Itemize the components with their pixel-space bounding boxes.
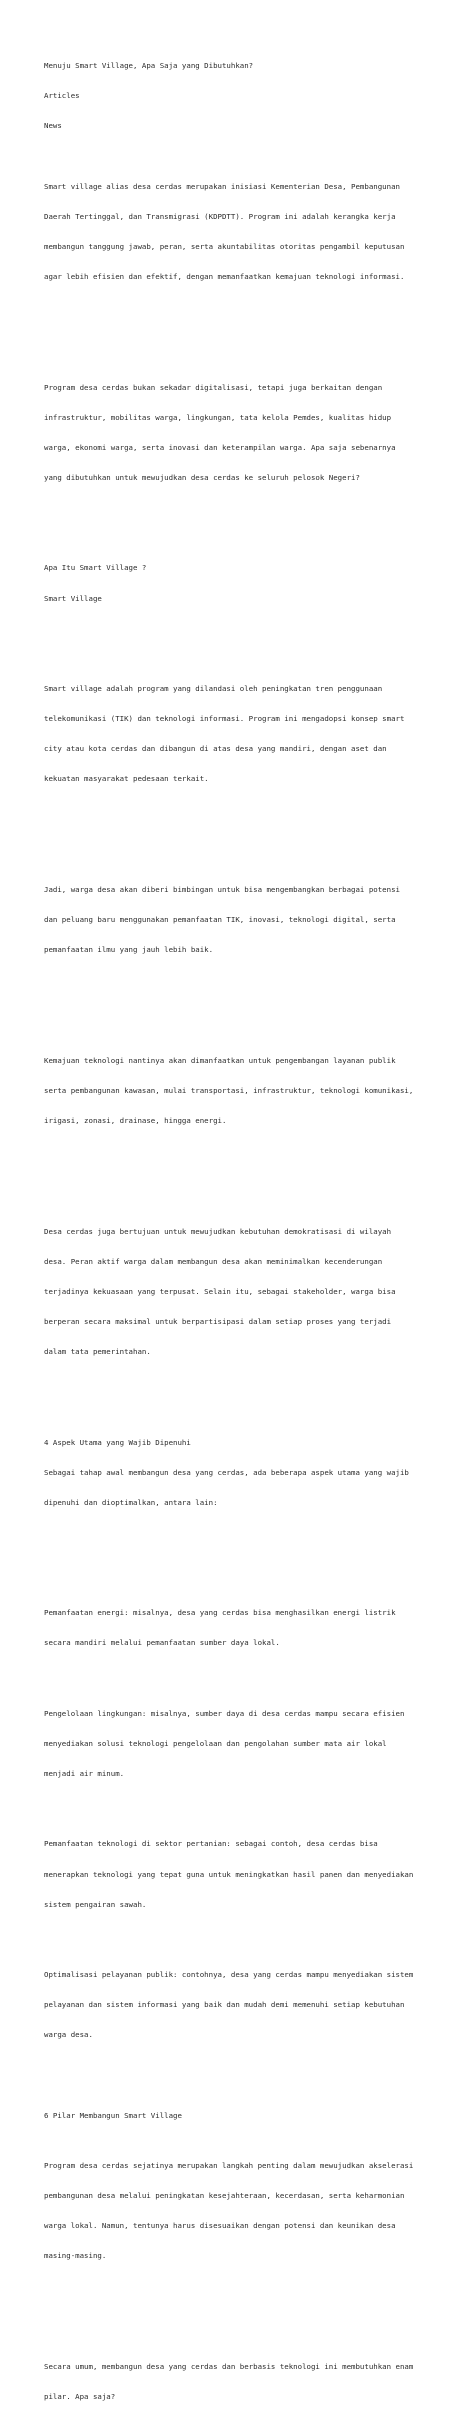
aspects-list xyxy=(44,1568,464,2080)
text-line: warga, ekonomi warga, serta inovasi dan keterampilan warga. Apa saja sebenarnya xyxy=(44,442,396,452)
text-line: pelayanan dan sistem informasi yang baik dan mudah demi memenuhi setiap kebutuhan xyxy=(44,2000,405,2010)
text-line: Smart village alias desa cerdas merupakan inisiasi Kementerian Desa, Pembangunan xyxy=(44,181,400,191)
text-line: Program desa cerdas sejatinya merupakan langkah penting dalam mewujudkan akselerasi xyxy=(44,2160,414,2170)
text-line: menerapkan teknologi yang tepat guna untuk meningkatkan hasil panen dan menyediakan xyxy=(44,1869,414,1879)
text-line: secara mandiri melalui pemanfaatan sumber daya lokal. xyxy=(44,1638,280,1648)
category-news: News xyxy=(44,121,62,131)
text-line: Optimalisasi pelayanan publik: contohnya, desa yang cerdas mampu menyediakan sistem xyxy=(44,1970,414,1979)
list-item xyxy=(44,1689,464,1800)
text-line: Secara umum, membangun desa yang cerdas dan berbasis teknologi ini membutuhkan enam xyxy=(44,2361,414,2371)
text-line: menjadi air minum. xyxy=(44,1769,125,1779)
text-line: membangun tanggung jawab, peran, serta akuntabilitas otoritas pengambil keputusan xyxy=(44,241,405,251)
paragraph-technology xyxy=(44,1036,464,1147)
section-subheading: Smart Village xyxy=(44,593,102,603)
category-articles: Articles xyxy=(44,91,80,101)
text-line: infrastruktur, mobilitas warga, lingkungan, tata kelola Pemdes, kualitas hidup xyxy=(44,412,392,422)
text-line: Kemajuan teknologi nantinya akan dimanfaatkan untuk pengembangan layanan publik xyxy=(44,1055,396,1065)
text-line: Sebagai tahap awal membangun desa yang cerdas, ada beberapa aspek utama yang wajib xyxy=(44,1467,409,1477)
text-line: Pemanfaatan energi: misalnya, desa yang cerdas bisa menghasilkan energi listrik xyxy=(44,1608,396,1618)
paragraph-pillars-question xyxy=(44,2342,464,2422)
article-title: Menuju Smart Village, Apa Saja yang Dibutuhkan? xyxy=(44,61,254,71)
text-line: desa. Peran aktif warga dalam membangun desa akan meminimalkan kecenderungan xyxy=(44,1256,383,1266)
list-item xyxy=(44,1819,464,1930)
text-line: irigasi, zonasi, drainase, hingga energi. xyxy=(44,1116,227,1126)
text-line: Desa cerdas juga bertujuan untuk mewujudkan kebutuhan demokratisasi di wilayah xyxy=(44,1226,392,1236)
paragraph-guidance xyxy=(44,865,464,976)
text-line: pembangunan desa melalui peningkatan kesejahteraan, kecerdasan, serta keharmonian xyxy=(44,2191,405,2201)
text-line: masing-masing. xyxy=(44,2251,107,2261)
paragraph-definition xyxy=(44,664,464,805)
text-line: pilar. Apa saja? xyxy=(44,2391,116,2401)
text-line: pemanfaatan ilmu yang jauh lebih baik. xyxy=(44,945,214,955)
text-line: Program desa cerdas bukan sekadar digitalisasi, tetapi juga berkaitan dengan xyxy=(44,382,383,392)
text-line: Smart village adalah program yang dilandasi oleh peningkatan tren penggunaan xyxy=(44,684,383,693)
text-line: dipenuhi dan dioptimalkan, antara lain: xyxy=(44,1497,218,1507)
text-line: Pemanfaatan teknologi di sektor pertanian: sebagai contoh, desa cerdas bisa xyxy=(44,1839,378,1849)
paragraph-digitalization xyxy=(44,363,464,504)
text-line: Daerah Tertinggal, dan Transmigrasi (KDPDTT). Program ini adalah kerangka kerja xyxy=(44,211,396,221)
text-line: dalam tata pemerintahan. xyxy=(44,1347,151,1357)
text-line: terjadinya kekuasaan yang terpusat. Selain itu, sebagai stakeholder, warga bisa xyxy=(44,1286,396,1296)
text-line: menyediakan solusi teknologi pengelolaan dan pengolahan sumber mata air lokal xyxy=(44,1738,387,1748)
list-item xyxy=(44,1950,464,2061)
text-line: warga lokal. Namun, tentunya harus disesuaikan dengan potensi dan keunikan desa xyxy=(44,2221,396,2231)
section-heading-pillars: 6 Pilar Membangun Smart Village xyxy=(44,2110,182,2120)
text-line: city atau kota cerdas dan dibangun di atas desa yang mandiri, dengan aset dan xyxy=(44,744,387,754)
list-item xyxy=(44,1588,464,1668)
text-line: berperan secara maksimal untuk berpartisipasi dalam setiap proses yang terjadi xyxy=(44,1316,392,1326)
paragraph-intro xyxy=(44,162,464,303)
paragraph-democratization xyxy=(44,1206,464,1377)
text-line: yang dibutuhkan untuk mewujudkan desa cerdas ke seluruh pelosok Negeri? xyxy=(44,473,360,483)
text-line: warga desa. xyxy=(44,2030,93,2040)
text-line: kekuatan masyarakat pedesaan terkait. xyxy=(44,774,209,784)
section-heading-what-is: Apa Itu Smart Village ? xyxy=(44,563,147,573)
text-line: sistem pengairan sawah. xyxy=(44,1899,147,1909)
text-line: Jadi, warga desa akan diberi bimbingan untuk bisa mengembangkan berbagai potensi xyxy=(44,884,400,894)
paragraph-acceleration xyxy=(44,2141,464,2282)
document-page xyxy=(44,41,464,2432)
text-line: Pengelolaan lingkungan: misalnya, sumber daya di desa cerdas mampu secara efisien xyxy=(44,1708,405,1718)
text-line: agar lebih efisien dan efektif, dengan memanfaatkan kemajuan teknologi informasi. xyxy=(44,272,405,282)
section-heading-aspects: 4 Aspek Utama yang Wajib Dipenuhi xyxy=(44,1437,191,1447)
text-line: serta pembangunan kawasan, mulai transportasi, infrastruktur, teknologi komunikasi, xyxy=(44,1085,414,1095)
text-line: telekomunikasi (TIK) dan teknologi informasi. Program ini mengadopsi konsep smart xyxy=(44,714,405,724)
text-line: dan peluang baru menggunakan pemanfaatan TIK, inovasi, teknologi digital, serta xyxy=(44,915,396,925)
